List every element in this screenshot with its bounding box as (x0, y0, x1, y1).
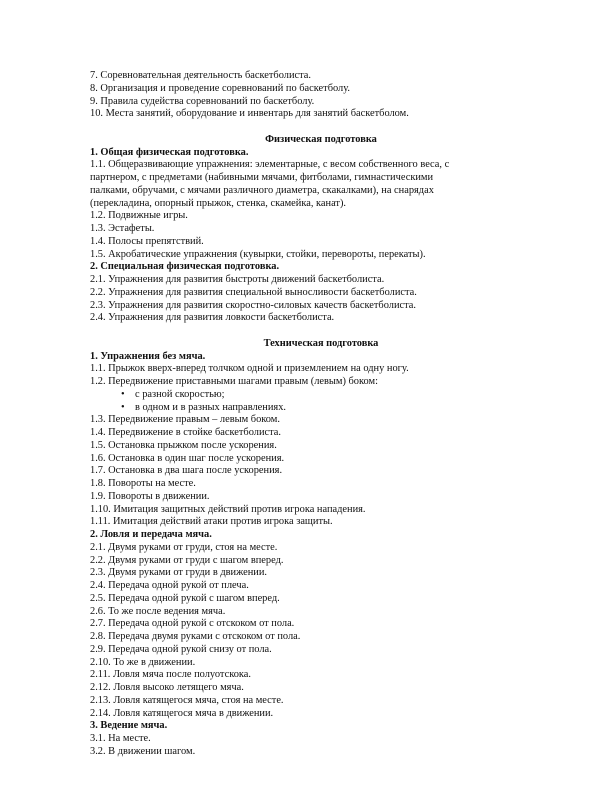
list-item: 2.7. Передача одной рукой с отскоком от пола. (90, 618, 295, 630)
list-item: 8. Организация и проведение соревнований по баскетболу. (90, 82, 350, 94)
list-item: 7. Соревновательная деятельность баскетболиста. (90, 70, 312, 81)
no-ball-list-b (90, 414, 552, 529)
list-item: 2.8. Передача двумя руками с отскоком от пола. (90, 631, 301, 642)
list-item: 1.2. Передвижение приставными шагами правым (левым) боком: (90, 376, 378, 387)
special-physical-title: 2. Специальная физическая подготовка. (90, 261, 280, 273)
list-item: 2.9. Передача одной рукой снизу от пола. (90, 643, 272, 655)
list-item: 1.1. Общеразвивающие упражнения: элементарные, с весом собственного веса, с (90, 159, 450, 171)
list-item: партнером, с предметами (набивными мячами, фитболами, гимнастическими (90, 172, 434, 183)
list-item: 2.14. Ловля катящегося мяча в движении. (90, 707, 274, 719)
list-item: 2.13. Ловля катящегося мяча, стоя на месте. (90, 694, 284, 706)
list-item: 2.10. То же в движении. (90, 656, 196, 668)
list-item: 2.6. То же после ведения мяча. (90, 605, 226, 617)
spacer (90, 121, 552, 134)
list-item: 2.2. Двумя руками от груди с шагом вперед. (90, 554, 284, 566)
list-item: 1.5. Акробатические упражнения (кувырки, стойки, перевороты, перекаты). (90, 248, 426, 260)
list-item: 3.1. На месте. (90, 733, 151, 744)
bullet-item: • с разной скоростью; (121, 389, 552, 402)
dribbling-list (90, 733, 552, 759)
list-item: 2.1. Упражнения для развития быстроты движений баскетболиста. (90, 274, 385, 285)
list-item: 1.11. Имитация действий атаки против игрока защиты. (90, 516, 333, 528)
list-item: 2.1. Двумя руками от груди, стоя на месте. (90, 541, 278, 553)
list-item: 1.8. Повороты на месте. (90, 478, 196, 489)
catch-pass-list (90, 542, 552, 721)
bullet-item: • в одном и в разных направлениях. (121, 402, 552, 415)
list-item: 1.5. Остановка прыжком после ускорения. (90, 439, 277, 451)
list-item: 2.4. Упражнения для развития ловкости баскетболиста. (90, 312, 335, 324)
no-ball-title: 1. Упражнения без мяча. (90, 350, 206, 362)
list-item: 10. Места занятий, оборудование и инвентарь для занятий баскетболом. (90, 108, 409, 120)
catch-pass-title: 2. Ловля и передача мяча. (90, 529, 212, 540)
no-ball-bullets (90, 389, 552, 415)
list-item: 3.2. В движении шагом. (90, 745, 196, 757)
list-item: 9. Правила судейства соревнований по баскетболу. (90, 95, 315, 107)
list-item: палками, обручами, с мячами различного диаметра, скакалками), на снарядах (90, 184, 434, 196)
intro-list (90, 70, 552, 121)
list-item: 1.3. Передвижение правым – левым боком. (90, 414, 280, 426)
list-item: 1.4. Передвижение в стойке баскетболиста. (90, 427, 282, 438)
dribbling-title: 3. Ведение мяча. (90, 720, 168, 732)
list-item: 2.11. Ловля мяча после полуотскока. (90, 669, 252, 681)
list-item: 1.2. Подвижные игры. (90, 210, 188, 222)
no-ball-list-a (90, 363, 552, 389)
list-item: 2.12. Ловля высоко летящего мяча. (90, 682, 244, 693)
general-physical-title: 1. Общая физическая подготовка. (90, 146, 249, 158)
list-item: 2.3. Двумя руками от груди в движении. (90, 567, 268, 579)
list-item: 2.3. Упражнения для развития скоростно-силовых качеств баскетболиста. (90, 299, 416, 311)
list-item: 1.9. Повороты в движении. (90, 490, 210, 502)
list-item: 1.1. Прыжок вверх-вперед толчком одной и приземлением на одну ногу. (90, 363, 409, 375)
list-item: 2.5. Передача одной рукой с шагом вперед. (90, 592, 280, 604)
special-physical-list (90, 274, 552, 325)
list-item: 2.4. Передача одной рукой от плеча. (90, 580, 249, 591)
list-item: 1.6. Остановка в один шаг после ускорения. (90, 452, 285, 464)
list-item: 1.3. Эстафеты. (90, 223, 155, 234)
general-physical-list (90, 159, 552, 261)
list-item: 2.2. Упражнения для развития специальной выносливости баскетболиста. (90, 286, 417, 298)
technical-heading: Техническая подготовка (263, 337, 379, 349)
physical-heading: Физическая подготовка (265, 133, 377, 145)
list-item: 1.10. Имитация защитных действий против игрока нападения. (90, 503, 366, 515)
spacer (90, 325, 552, 338)
list-item: (перекладина, опорный прыжок, стенка, скамейка, канат). (90, 197, 347, 209)
list-item: 1.7. Остановка в два шага после ускорения. (90, 465, 283, 477)
list-item: 1.4. Полосы препятствий. (90, 235, 204, 247)
